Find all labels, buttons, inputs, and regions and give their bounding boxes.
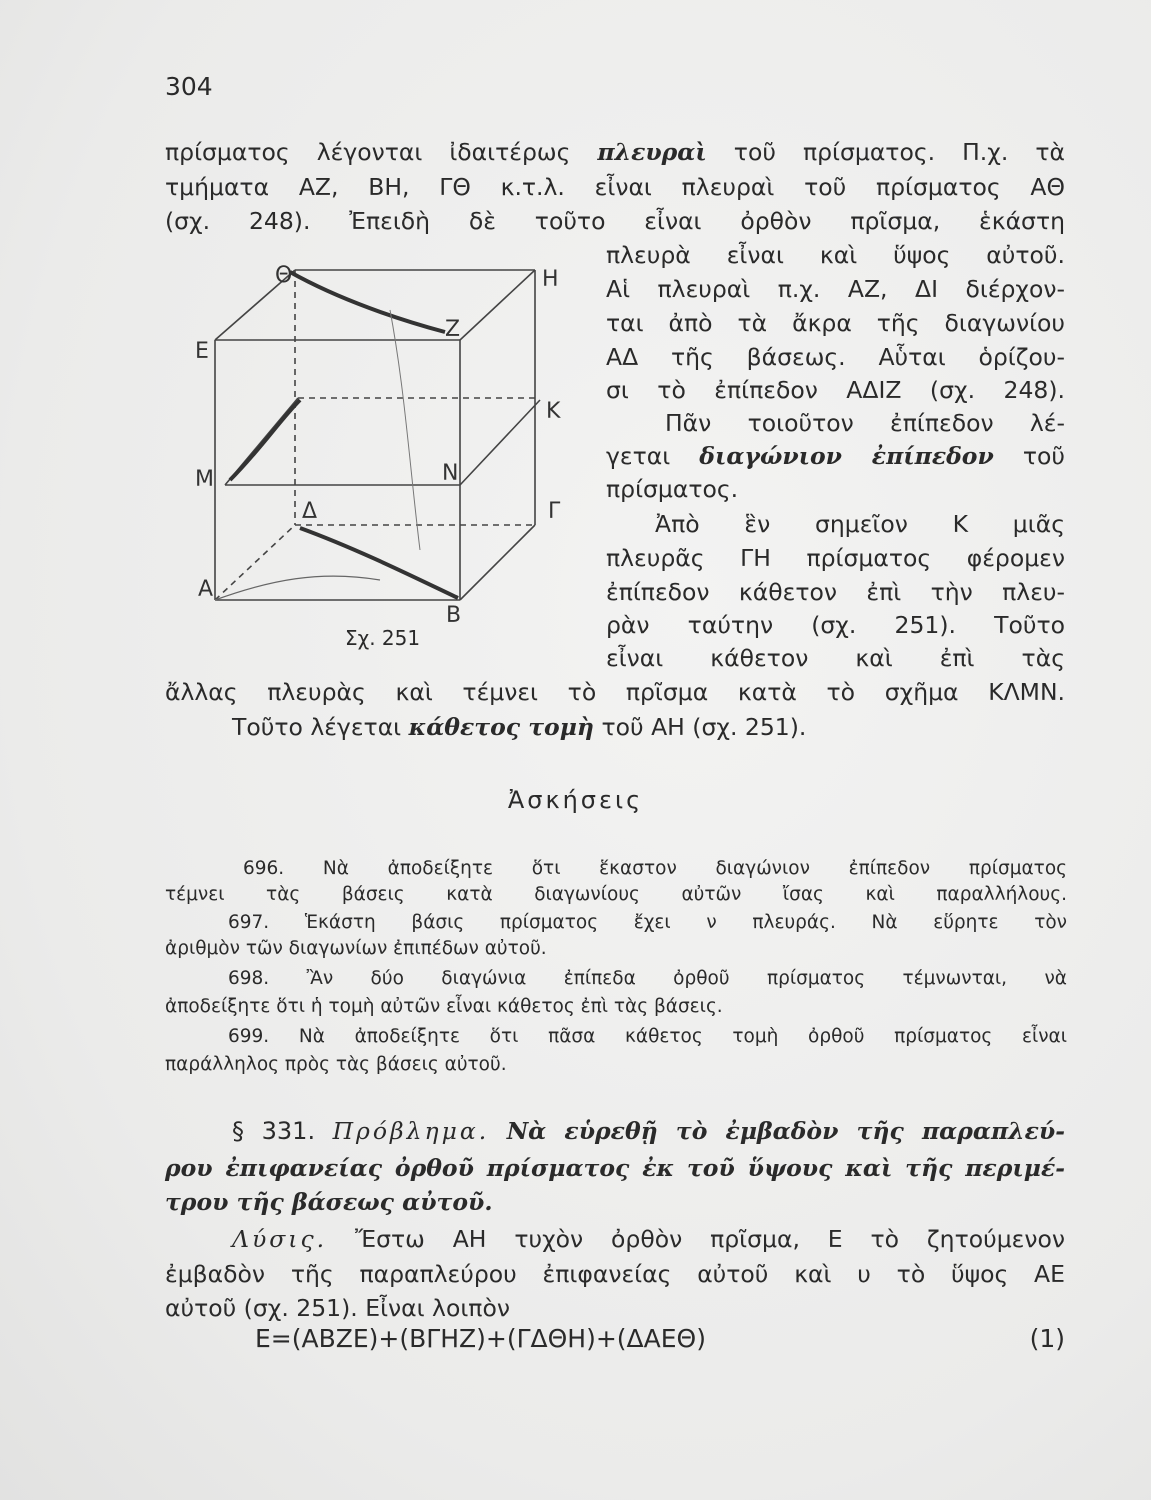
problem-statement: Νὰ εὑρεθῇ τὸ ἐμβαδὸν τῆς παραπλεύ-	[506, 1117, 1065, 1145]
label-epsilon: Ε	[195, 339, 209, 364]
exercise-698-cont: ἀποδείξητε ὅτι ἡ τομὴ αὐτῶν εἶναι κάθετος ἐπὶ τὰς βάσεις.	[165, 996, 723, 1017]
solution-line: ἐμβαδὸν τῆς παραπλεύρου ἐπιφανείας αὐτοῦ καὶ υ τὸ ὕψος ΑΕ	[165, 1260, 1065, 1288]
label-beta: Β	[446, 603, 462, 628]
text-line: Αἱ πλευραὶ π.χ. ΑΖ, ΔΙ διέρχον-	[606, 275, 1065, 303]
text-line: πλευρὰ εἶναι καὶ ὕψος αὐτοῦ.	[606, 241, 1065, 269]
text-line	[232, 712, 806, 742]
text-span: Ἔστω ΑΗ τυχὸν ὀρθὸν πρῖσμα, Ε τὸ ζητούμενον	[327, 1225, 1065, 1253]
label-delta: Δ	[302, 499, 318, 524]
prism-figure	[190, 250, 590, 655]
problem-statement-line: ρου ἐπιφανείας ὀρθοῦ πρίσματος ἐκ τοῦ ὕψους καὶ τῆς περιμέ-	[165, 1154, 1065, 1182]
area-formula	[255, 1324, 1065, 1353]
text-line: εἶναι κάθετον καὶ ἐπὶ τὰς	[606, 644, 1065, 672]
text-span: τοῦ πρίσματος. Π.χ. τὰ	[706, 138, 1065, 166]
exercise-698: 698. Ἂν δύο διαγώνια ἐπίπεδα ὀρθοῦ πρίσματος τέμνωνται, νὰ	[228, 968, 1067, 989]
page-number: 304	[165, 72, 213, 101]
solution-line	[232, 1224, 1065, 1254]
label-eta: Η	[542, 267, 559, 292]
emphasis-term: πλευραὶ	[597, 138, 707, 166]
figure-caption: Σχ. 251	[345, 626, 421, 650]
text-line	[606, 441, 1065, 471]
solution-line: αὐτοῦ (σχ. 251). Εἶναι λοιπὸν	[165, 1294, 510, 1322]
text-line: (σχ. 248). Ἐπειδὴ δὲ τοῦτο εἶναι ὀρθὸν πρῖσμα, ἑκάστη	[165, 207, 1065, 235]
formula-number: (1)	[1029, 1324, 1065, 1353]
exercise-699: 699. Νὰ ἀποδείξητε ὅτι πᾶσα κάθετος τομὴ ὀρθοῦ πρίσματος εἶναι	[228, 1026, 1067, 1047]
exercise-696: 696. Νὰ ἀποδείξητε ὅτι ἕκαστον διαγώνιον ἐπίπεδον πρίσματος	[243, 858, 1067, 879]
text-line: ρὰν ταύτην (σχ. 251). Τοῦτο	[606, 611, 1065, 639]
pencil-mark	[300, 528, 458, 598]
edge-BG	[460, 525, 535, 600]
label-theta: Θ	[275, 263, 293, 288]
text-line	[165, 137, 1065, 167]
pencil-mark	[290, 272, 445, 332]
text-line: Ἀπὸ ἓν σημεῖον Κ μιᾶς	[655, 510, 1065, 538]
pencil-mark	[390, 310, 420, 550]
label-mu: Μ	[195, 467, 214, 492]
text-line: ἐπίπεδον κάθετον ἐπὶ τὴν πλευ-	[606, 578, 1065, 606]
label-nu: Ν	[442, 461, 459, 486]
edge-ADelta	[215, 525, 295, 600]
edge-NK	[460, 400, 540, 485]
problem-statement-line: τρου τῆς βάσεως αὐτοῦ.	[165, 1188, 493, 1216]
emphasis-term: διαγώνιον ἐπίπεδον	[699, 442, 994, 470]
edge-top-right	[460, 270, 535, 340]
emphasis-term: κάθετος τομὴ	[408, 713, 595, 741]
exercises-heading: Ἀσκήσεις	[507, 786, 644, 814]
exercise-697: 697. Ἑκάστη βάσις πρίσματος ἔχει ν πλευράς. Νὰ εὕρητε τὸν	[228, 912, 1067, 933]
text-span: πρίσματος λέγονται ἰδαιτέρως	[165, 138, 598, 166]
text-span: γεται	[606, 442, 700, 470]
text-line: πλευρᾶς ΓΗ πρίσματος φέρομεν	[606, 544, 1065, 572]
section-number: § 331.	[232, 1117, 316, 1145]
text-line: σι τὸ ἐπίπεδον ΑΔΙΖ (σχ. 248).	[606, 376, 1065, 404]
label-kappa: Κ	[546, 399, 561, 424]
section-label: Πρόβλημα.	[332, 1117, 490, 1145]
exercise-699-cont: παράλληλος πρὸς τὰς βάσεις αὐτοῦ.	[165, 1054, 507, 1075]
text-line: τμήματα ΑΖ, ΒΗ, ΓΘ κ.τ.λ. εἶναι πλευραὶ τοῦ πρίσματος ΑΘ	[165, 173, 1065, 201]
label-alpha: Α	[198, 577, 214, 602]
text-span: τοῦ	[993, 442, 1065, 470]
label-gamma: Γ	[548, 499, 561, 524]
text-line: ἄλλας πλευρὰς καὶ τέμνει τὸ πρῖσμα κατὰ τὸ σχῆμα ΚΛΜΝ.	[165, 678, 1065, 706]
text-line: Πᾶν τοιοῦτον ἐπίπεδον λέ-	[665, 409, 1065, 437]
section-331-title	[232, 1116, 1065, 1146]
exercise-697-cont: ἀριθμὸν τῶν διαγωνίων ἐπιπέδων αὐτοῦ.	[165, 938, 547, 959]
text-line: πρίσματος.	[606, 475, 739, 503]
pencil-mark	[230, 400, 300, 480]
text-line: ΑΔ τῆς βάσεως. Αὗται ὁρίζου-	[606, 343, 1065, 371]
formula-expression: Ε=(ΑΒΖΕ)+(ΒΓΗΖ)+(ΓΔΘΗ)+(ΔΑΕΘ)	[255, 1324, 706, 1353]
text-span: Τοῦτο λέγεται	[232, 713, 409, 741]
exercise-696-cont: τέμνει τὰς βάσεις κατὰ διαγωνίους αὐτῶν ἴσας καὶ παραλλήλους.	[165, 884, 1067, 905]
pencil-mark	[215, 576, 380, 600]
label-zeta: Ζ	[445, 317, 461, 342]
text-span: τοῦ ΑΗ (σχ. 251).	[594, 713, 807, 741]
text-line: ται ἀπὸ τὰ ἄκρα τῆς διαγωνίου	[606, 309, 1065, 337]
solution-label: Λύσις.	[232, 1225, 328, 1253]
